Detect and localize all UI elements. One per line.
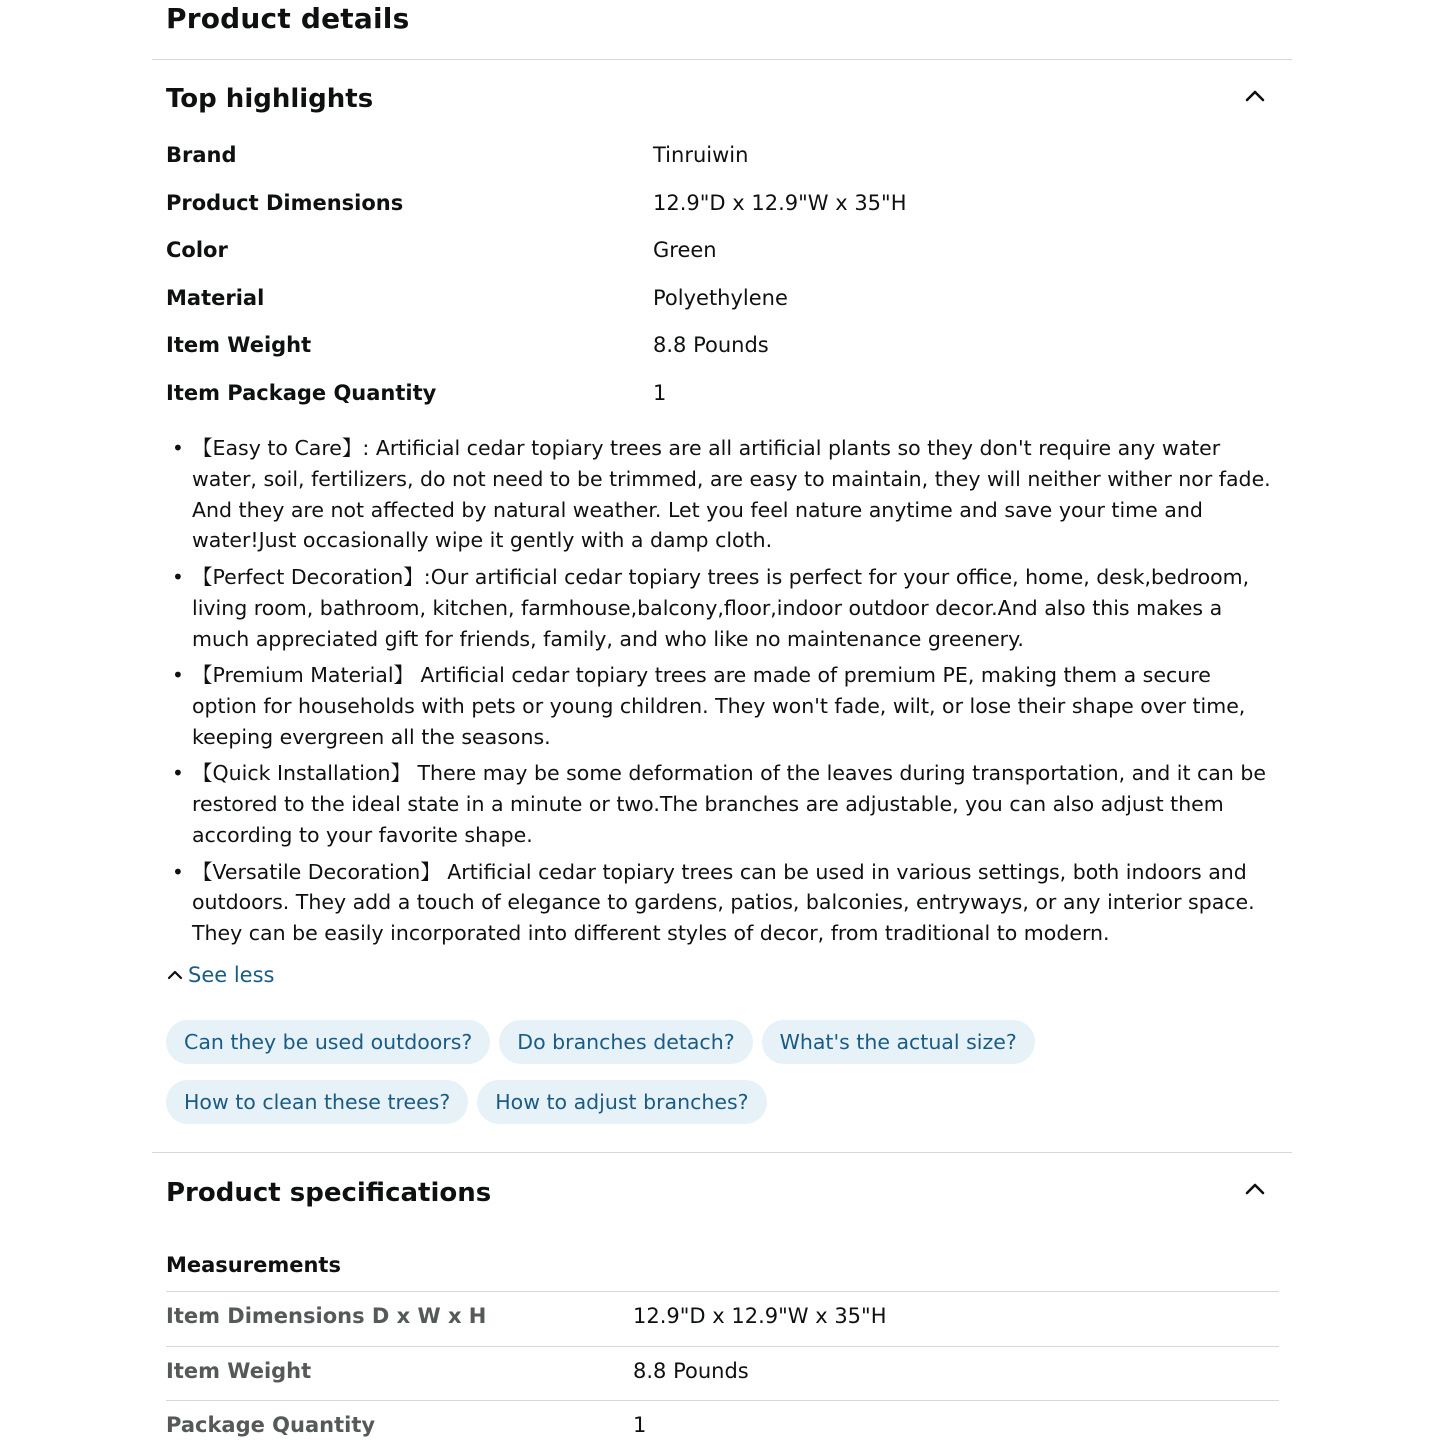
feature-bullet (166, 857, 1281, 949)
question-chips (166, 1020, 1266, 1140)
feature-bullet (166, 660, 1281, 752)
highlight-row-material (166, 278, 1266, 326)
feature-bullet-text: 【Easy to Care】: Artificial cedar topiary trees are all artificial plants so they don't require any water water, soil, fertilizers, do not need to be trimmed, are easy to maintain, they will neither wither nor fade. And they are not affected by natural weather. Let you feel nature anytime and save your time and water!Just occasionally wipe it gently with a damp cloth. (192, 436, 1271, 553)
feature-bullet (166, 758, 1281, 850)
feature-bullet-list (166, 433, 1281, 955)
highlight-label: Product Dimensions (166, 190, 404, 215)
page-title: Product details (166, 2, 410, 35)
highlight-row-color (166, 230, 1266, 278)
highlight-label: Brand (166, 143, 237, 167)
highlight-label: Item Weight (166, 333, 312, 358)
feature-bullet (166, 562, 1281, 654)
section-divider (152, 1152, 1292, 1153)
spec-label: Package Quantity (166, 1413, 376, 1437)
highlight-label: Item Package Quantity (166, 380, 437, 405)
chip-row (166, 1020, 1266, 1064)
spec-label: Item Dimensions D x W x H (166, 1304, 487, 1328)
spec-row (166, 1400, 1279, 1455)
feature-bullet-text: 【Premium Material】 Artificial cedar topiary trees are made of premium PE, making them a secure option for households with pets or young children. They won't fade, wilt, or lose their shape over time, keeping evergreen all the seasons. (192, 663, 1246, 749)
bullet-dot-icon: • (172, 564, 184, 589)
highlight-label: Color (166, 238, 228, 263)
product-specifications-collapse-button[interactable] (1240, 1174, 1270, 1204)
highlight-value: 8.8 Pounds (653, 333, 769, 358)
spec-value: 8.8 Pounds (633, 1358, 749, 1383)
bullet-dot-icon: • (172, 859, 184, 884)
chevron-up-icon (166, 966, 184, 984)
feature-bullet-text: 【Perfect Decoration】:Our artificial cedar topiary trees is perfect for your office, home, desk,bedroom, living room, bathroom, kitchen, farmhouse,balcony,floor,indoor outdoor decor.And also this makes a much appreciated gift for friends, family, and who like no maintenance greenery. (192, 564, 1250, 651)
highlight-label: Material (166, 285, 265, 310)
feature-bullet-text: 【Quick Installation】 There may be some deformation of the leaves during transportation, and it can be restored to the ideal state in a minute or two.The branches are adjustable, you can also adjust them according to your favorite shape. (192, 761, 1266, 847)
spec-label: Item Weight (166, 1358, 312, 1383)
highlight-row-dimensions (166, 183, 1266, 231)
bullet-dot-icon: • (172, 663, 184, 688)
measurements-heading: Measurements (166, 1253, 341, 1277)
spec-row (166, 1346, 1279, 1401)
question-chip[interactable]: How to adjust branches? (477, 1080, 766, 1124)
see-less-label: See less (188, 963, 275, 987)
chip-row (166, 1080, 1266, 1124)
specifications-table (166, 1291, 1279, 1455)
highlight-row-package-quantity (166, 373, 1266, 421)
question-chip[interactable]: How to clean these trees? (166, 1080, 468, 1124)
highlight-row-weight (166, 325, 1266, 373)
chevron-up-icon (1240, 1174, 1270, 1204)
chevron-up-icon (1240, 81, 1270, 111)
top-highlights-collapse-button[interactable] (1240, 81, 1270, 111)
highlight-value: Tinruiwin (653, 143, 749, 167)
bullet-dot-icon: • (172, 436, 184, 460)
spec-value: 12.9"D x 12.9"W x 35"H (633, 1304, 887, 1328)
highlight-value: 1 (653, 380, 667, 405)
question-chip[interactable]: What's the actual size? (762, 1020, 1035, 1064)
highlight-value: 12.9"D x 12.9"W x 35"H (653, 190, 907, 215)
product-specifications-title: Product specifications (166, 1178, 492, 1208)
question-chip[interactable]: Do branches detach? (499, 1020, 752, 1064)
spec-row (166, 1291, 1279, 1346)
highlights-table (166, 135, 1266, 421)
highlight-value: Polyethylene (653, 285, 788, 310)
feature-bullet (166, 433, 1281, 556)
top-highlights-title: Top highlights (166, 84, 374, 114)
question-chip[interactable]: Can they be used outdoors? (166, 1020, 490, 1064)
see-less-link[interactable] (166, 963, 274, 987)
spec-value: 1 (633, 1413, 647, 1437)
highlight-row-brand (166, 135, 1266, 183)
section-divider (152, 59, 1292, 60)
bullet-dot-icon: • (172, 761, 184, 786)
highlight-value: Green (653, 238, 717, 263)
feature-bullet-text: 【Versatile Decoration】 Artificial cedar topiary trees can be used in various settings, both indoors and outdoors. They add a touch of elegance to gardens, patios, balconies, entryways, or any interior space. They can be easily incorporated into different styles of decor, from traditional to modern. (192, 859, 1255, 946)
